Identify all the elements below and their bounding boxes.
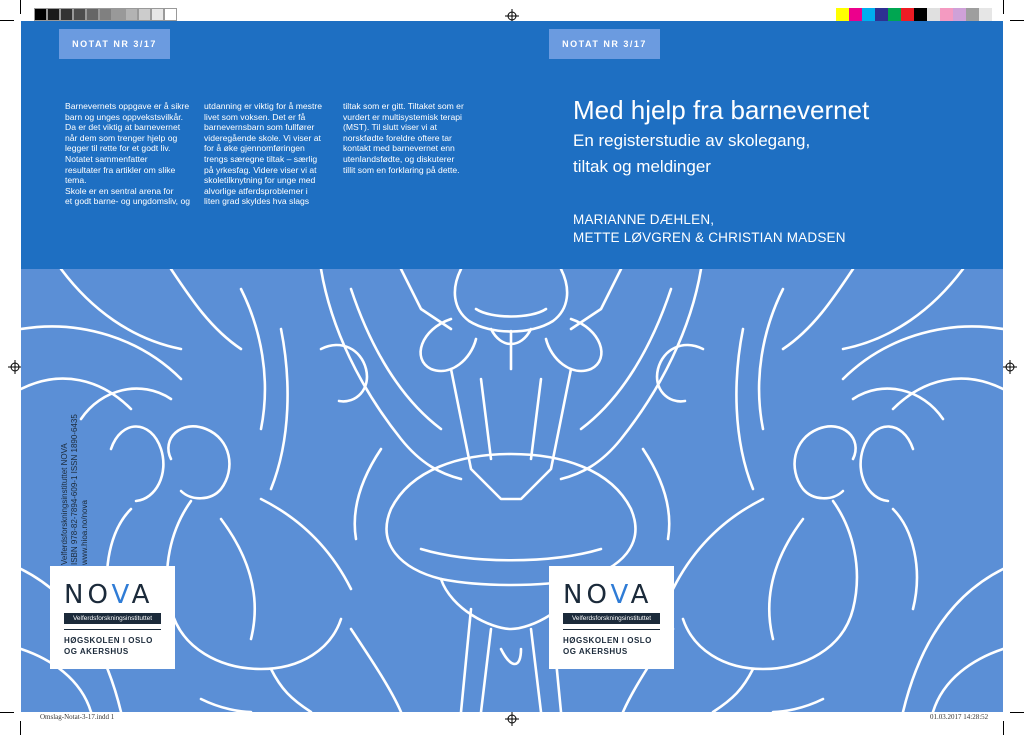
color-swatch: [836, 8, 849, 21]
gray-swatch: [125, 8, 138, 21]
color-swatch: [901, 8, 914, 21]
nova-subline: Velferdsforskningsinstituttet: [563, 613, 660, 624]
registration-mark-right: [1003, 360, 1017, 374]
color-swatch: [927, 8, 940, 21]
isbn-spine-text: Velferdsforskningsinstituttet NOVA ISBN 978-82-7894-609-1 ISSN 1890-6435 www.hioa.no/nova: [60, 414, 89, 565]
color-swatch: [966, 8, 979, 21]
nova-wordmark: NOVA: [64, 580, 154, 610]
logo-divider: [64, 629, 161, 630]
file-slug: Omslag-Notat-3-17.indd 1: [40, 713, 115, 721]
cover-authors: MARIANNE DÆHLEN, METTE LØVGREN & CHRISTIAN MADSEN: [573, 212, 846, 245]
crop-mark: [20, 721, 21, 735]
back-notat-tag: NOTAT NR 3/17: [59, 29, 170, 59]
crop-mark: [0, 20, 14, 21]
color-swatch: [875, 8, 888, 21]
gray-swatch: [112, 8, 125, 21]
back-text-column-1: Barnevernets oppgave er å sikre barn og unges oppvekstsvilkår. Da er det viktig at barnevernet når dem som trenger hjelp og legger til rette for et godt liv. Notatet sammenfatter resultater fra artikler om slike tema. Skole er en sentral arena for et godt barne- og ungdomsliv, og: [65, 101, 191, 207]
timestamp-slug: 01.03.2017 14:28:52: [930, 713, 989, 721]
gray-swatch: [138, 8, 151, 21]
color-swatch: [914, 8, 927, 21]
color-swatch: [940, 8, 953, 21]
nova-subline: Velferdsforskningsinstituttet: [64, 613, 161, 624]
gray-swatch: [86, 8, 99, 21]
color-swatch: [979, 8, 992, 21]
nova-wordmark: NOVA: [563, 580, 653, 610]
university-name: HØGSKOLEN I OSLO OG AKERSHUS: [563, 636, 652, 656]
back-text-column-2: utdanning er viktig for å mestre livet som voksen. Det er få barnevernsbarn som fullfører videregående skole. Vi viser at for å øke gjennomføringen trengs særegne tiltak – særlig på yrkesfag. Videre viser vi at skoletilknytning for unge med alvorlige atferdsproblemer i liten grad skyldes hva slags: [204, 101, 322, 207]
cover-subtitle: En registerstudie av skolegang, tiltak og meldinger: [573, 131, 811, 176]
gray-swatch: [164, 8, 177, 21]
university-name: HØGSKOLEN I OSLO OG AKERSHUS: [64, 636, 153, 656]
gray-swatch: [47, 8, 60, 21]
gray-swatch: [73, 8, 86, 21]
crop-mark: [1010, 20, 1024, 21]
nova-logo-back: [50, 566, 175, 669]
gray-swatch: [99, 8, 112, 21]
gray-swatch: [60, 8, 73, 21]
gray-calibration-bar: [34, 8, 177, 21]
back-text-column-3: tiltak som er gitt. Tiltaket som er vurdert er multisystemisk terapi (MST). Til slutt viser vi at norskfødte foreldre oftere tar kontakt med barnevernet enn utenlandsfødte, og diskuterer tillit som en forklaring på dette.: [343, 101, 464, 175]
crop-mark: [1003, 721, 1004, 735]
color-swatch: [953, 8, 966, 21]
crop-mark: [20, 0, 21, 14]
color-swatch: [862, 8, 875, 21]
crop-mark: [0, 712, 14, 713]
crop-mark: [1010, 712, 1024, 713]
color-swatch: [888, 8, 901, 21]
logo-divider: [563, 629, 660, 630]
registration-mark-left: [8, 360, 22, 374]
nova-logo-front: [549, 566, 674, 669]
gray-swatch: [151, 8, 164, 21]
color-calibration-bar: [836, 8, 992, 21]
crop-mark: [1003, 0, 1004, 14]
cover-title: Med hjelp fra barnevernet: [573, 95, 870, 125]
registration-mark-bottom: [505, 712, 519, 726]
gray-swatch: [34, 8, 47, 21]
color-swatch: [849, 8, 862, 21]
front-notat-tag: NOTAT NR 3/17: [549, 29, 660, 59]
